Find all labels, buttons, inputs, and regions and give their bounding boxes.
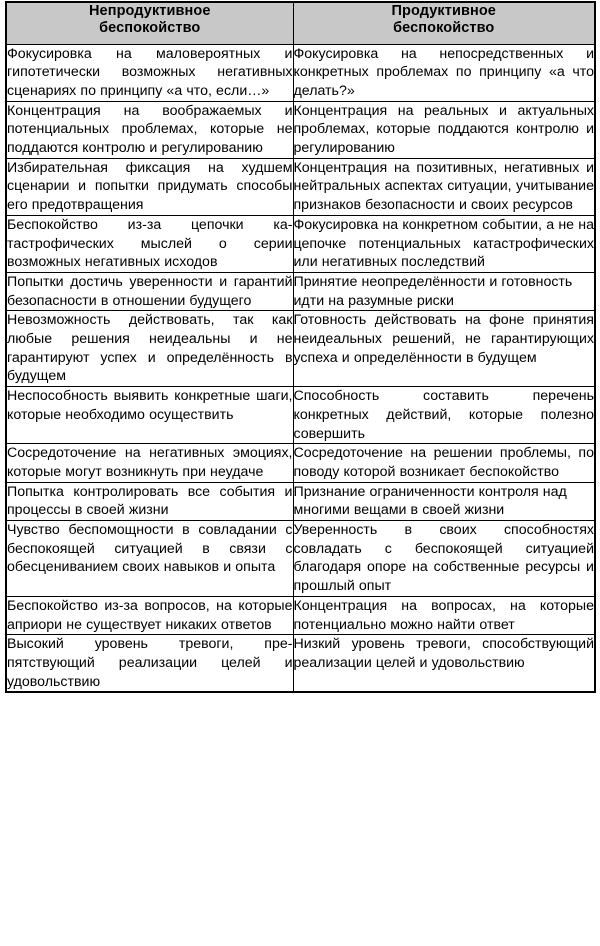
cell-text: Сосредоточение на негативных эмоциях, которые могут возникнуть при неудаче: [7, 445, 293, 480]
cell-text: Невозможность действовать, так как любые решения неидеальны и не гарантируют успех и определённость в будущем: [7, 312, 293, 385]
column-header-unproductive-line2: беспокойство: [99, 20, 201, 36]
cell-text: Готовность действовать на фоне принятия неидеальных решений, не гарантирующих успеха и определённости в будущем: [293, 312, 594, 366]
cell-unproductive: [6, 101, 293, 158]
cell-text: Фокусировка на непосредственных и конкретных проблемах по принципу «а что делать?»: [293, 45, 594, 99]
table-body: [6, 44, 595, 692]
cell-unproductive: [6, 272, 293, 310]
cell-text: Уверенность в своих способностях совладать с беспокоящей ситуацией благодаря опоре на собственные ресурсы и прошлый опыт: [293, 522, 594, 595]
cell-unproductive: [6, 158, 293, 215]
column-header-productive-text: [294, 3, 595, 37]
column-header-unproductive-text: [7, 3, 293, 37]
cell-text: Способность составить перечень конкретных действий, которые полезно совершить: [293, 388, 594, 442]
cell-unproductive: [6, 635, 293, 693]
table-row: [6, 272, 595, 310]
table-row: [6, 387, 595, 444]
cell-text: Принятие неопределённости и готовность идти на разумные риски: [293, 273, 573, 309]
table-row: [6, 444, 595, 482]
cell-text: Неспособность выявить конкретные шаги, которые необходимо осуществить: [7, 388, 293, 423]
cell-text: Чувство беспомощности в совладании с беспокоящей ситуацией в связи с обесцениванием своих навыков и опыта: [7, 522, 293, 576]
table-header: [6, 2, 595, 44]
cell-text: Признание ограниченности контроля над многими вещами в своей жизни: [293, 483, 567, 519]
cell-text: Низкий уровень тревоги, способствующий реализации целей и удовольствию: [293, 636, 594, 671]
cell-text: Концентрация на реальных и актуальных проблемах, которые поддаются контролю и регулированию: [293, 102, 594, 157]
table-row: [6, 635, 595, 693]
cell-productive: [293, 596, 595, 634]
cell-productive: [293, 101, 595, 158]
cell-text: Высокий уровень тревоги, препятствующий реализации целей и удовольствию: [7, 636, 293, 690]
cell-text: Концентрация на воображаемых и потенциальных проблемах, которые не поддаются контролю и регулированию: [7, 102, 293, 157]
column-header-productive-line2: беспокойство: [393, 20, 495, 36]
table-row: [6, 521, 595, 597]
comparison-table: [5, 1, 596, 693]
table-row: [6, 482, 595, 520]
cell-productive: [293, 44, 595, 101]
cell-text: Концентрация на вопросах, на которые потенциально можно найти ответ: [293, 597, 594, 633]
cell-productive: [293, 311, 595, 387]
column-header-unproductive: [6, 2, 293, 44]
column-header-unproductive-line1: Непродуктивное: [88, 3, 211, 19]
cell-productive: [293, 215, 595, 272]
table-row: [6, 596, 595, 634]
table-row: [6, 101, 595, 158]
cell-unproductive: [6, 44, 293, 101]
cell-unproductive: [6, 482, 293, 520]
cell-productive: [293, 272, 595, 310]
cell-text: Сосредоточение на решении проблемы, по поводу которой возникает беспокойство: [293, 445, 594, 480]
table-row: [6, 158, 595, 215]
cell-text: Беспокойство из-за вопросов, на которые априори не существует никаких ответов: [7, 597, 293, 633]
column-header-productive-line1: Продуктивное: [391, 3, 496, 19]
cell-text: Избирательная фиксация на худшем сценарии и попытки придумать способы его предотвращения: [7, 159, 293, 214]
cell-text: Фокусировка на маловероятных и гипотетически возможных негативных сценариях по принципу «а что, если…»: [7, 45, 293, 99]
cell-text: Концентрация на позитивных, негативных и нейтральных аспектах ситуации, учитывание признаков безопасности и своих ресурсов: [293, 159, 594, 214]
cell-productive: [293, 158, 595, 215]
cell-productive: [293, 387, 595, 444]
table-row: [6, 215, 595, 272]
table-row: [6, 44, 595, 101]
column-header-productive: [293, 2, 595, 44]
cell-unproductive: [6, 311, 293, 387]
table-header-row: [6, 2, 595, 44]
cell-text: Попытки достичь уверенности и гарантий безопасности в отношении будущего: [7, 273, 293, 309]
table-row: [6, 311, 595, 387]
cell-text: Фокусировка на конкретном событии, а не на цепочке потенциальных катастрофических или негативных последствий: [293, 216, 594, 271]
cell-unproductive: [6, 521, 293, 597]
cell-productive: [293, 521, 595, 597]
cell-productive: [293, 482, 595, 520]
cell-productive: [293, 444, 595, 482]
cell-unproductive: [6, 444, 293, 482]
cell-text: Попытка контролировать все события и процессы в своей жизни: [7, 483, 293, 519]
cell-unproductive: [6, 596, 293, 634]
cell-text: Беспокойство из-за цепочки катастрофических мыслей о серии возможных негативных исходов: [7, 216, 293, 271]
cell-unproductive: [6, 387, 293, 444]
cell-productive: [293, 635, 595, 693]
cell-unproductive: [6, 215, 293, 272]
